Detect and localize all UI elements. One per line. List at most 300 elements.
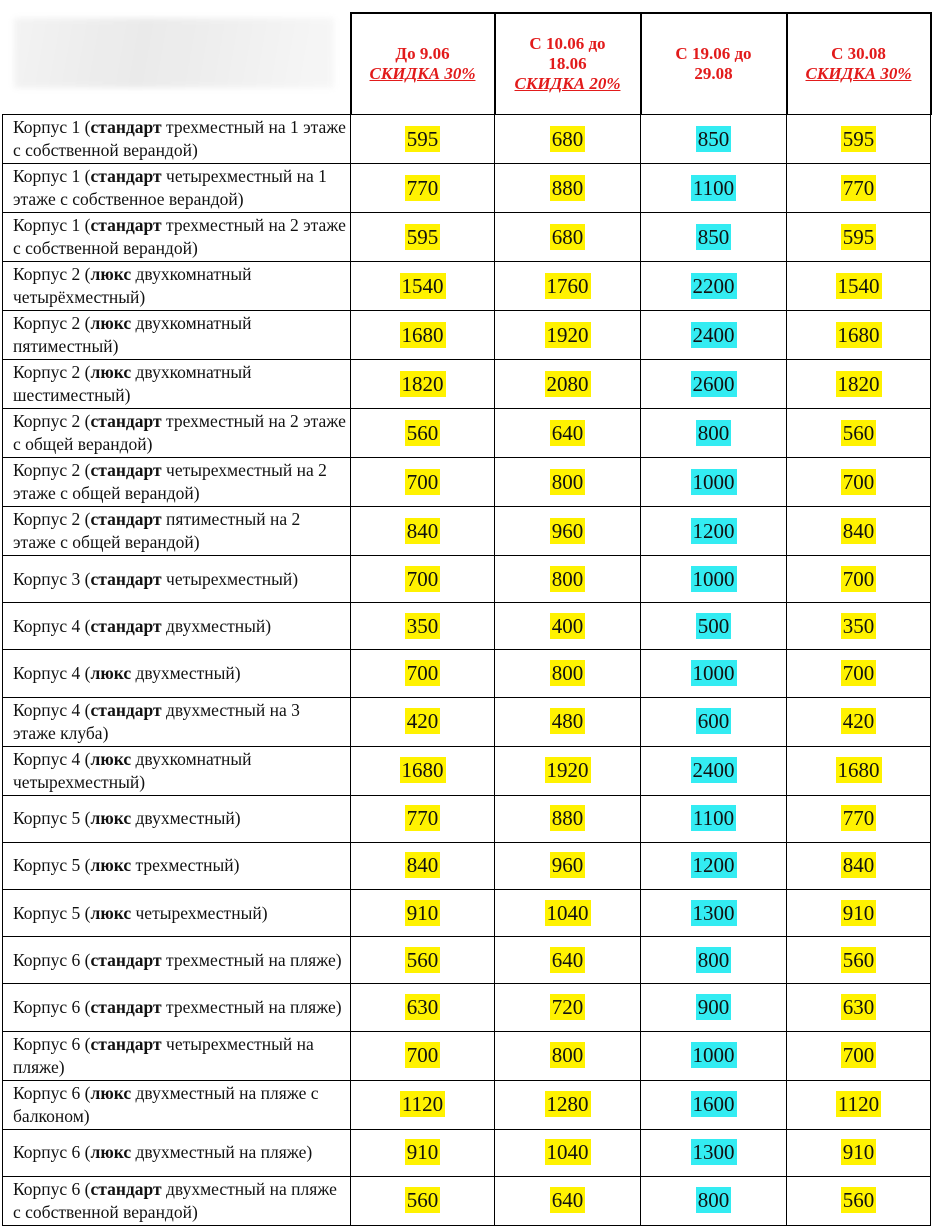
table-row	[3, 213, 931, 262]
price-value: 800	[551, 660, 584, 685]
price-value: 770	[842, 806, 875, 831]
price-cell-period-3	[641, 1129, 787, 1176]
price-value: 800	[697, 1188, 730, 1213]
price-cell-period-4	[787, 795, 931, 842]
price-cell-period-2	[495, 984, 641, 1031]
price-value: 880	[551, 806, 584, 831]
room-category: люкс	[90, 662, 132, 683]
price-cell-period-1	[351, 115, 495, 164]
price-value: 700	[406, 469, 439, 494]
price-value: 640	[551, 1188, 584, 1213]
price-cell-period-2	[495, 746, 641, 795]
room-building: Корпус 3 (	[13, 568, 91, 589]
period-line1: С 10.06 до	[529, 34, 606, 53]
price-cell-period-1	[351, 697, 495, 746]
price-cell-period-2	[495, 458, 641, 507]
price-value: 420	[406, 709, 439, 734]
price-cell-period-1	[351, 311, 495, 360]
price-cell-period-2	[495, 262, 641, 311]
price-cell-period-3	[641, 650, 787, 697]
price-value: 560	[842, 420, 875, 445]
table-row	[3, 1129, 931, 1176]
price-table	[2, 12, 932, 1226]
room-type: четырехместный)	[161, 568, 299, 589]
price-value: 800	[551, 469, 584, 494]
room-description	[3, 984, 351, 1031]
table-row	[3, 360, 931, 409]
price-cell-period-2	[495, 164, 641, 213]
price-cell-period-3	[641, 603, 787, 650]
room-type: трехместный)	[131, 855, 240, 876]
table-row	[3, 746, 931, 795]
room-building: Корпус 6 (	[13, 1142, 91, 1163]
room-type: четырехместный на 2 этаже с общей верандой)	[13, 460, 327, 503]
price-value: 700	[406, 566, 439, 591]
price-value: 630	[842, 994, 875, 1019]
price-cell-period-4	[787, 937, 931, 984]
price-cell-period-4	[787, 507, 931, 556]
room-category: люкс	[90, 362, 132, 382]
price-cell-period-1	[351, 842, 495, 889]
room-description	[3, 842, 351, 889]
price-value: 2080	[546, 371, 589, 396]
room-category: стандарт	[90, 509, 162, 529]
price-cell-period-2	[495, 115, 641, 164]
room-building: Корпус 6 (	[13, 1033, 91, 1054]
price-cell-period-4	[787, 1129, 931, 1176]
table-row	[3, 889, 931, 936]
room-building: Корпус 2 (	[13, 460, 91, 480]
price-value: 700	[406, 660, 439, 685]
price-cell-period-1	[351, 603, 495, 650]
room-category: люкс	[90, 808, 132, 829]
price-value: 640	[551, 420, 584, 445]
room-type: двухместный на пляже с собственной верандой)	[13, 1178, 337, 1222]
room-building: Корпус 6 (	[13, 996, 91, 1017]
price-value: 910	[406, 900, 439, 925]
price-cell-period-4	[787, 213, 931, 262]
price-cell-period-1	[351, 262, 495, 311]
period-line2: 29.08	[694, 64, 733, 83]
price-cell-period-3	[641, 507, 787, 556]
period-line1: До 9.06	[395, 44, 450, 63]
table-row	[3, 458, 931, 507]
period-header-4	[787, 13, 931, 115]
price-cell-period-1	[351, 746, 495, 795]
room-category: люкс	[90, 748, 132, 769]
room-description	[3, 650, 351, 697]
price-value: 770	[406, 806, 439, 831]
price-value: 700	[842, 1043, 875, 1067]
room-type: двухместный на пляже)	[131, 1142, 313, 1163]
room-type: двухместный)	[131, 662, 241, 683]
price-value: 350	[406, 613, 439, 638]
price-value: 850	[697, 126, 730, 151]
room-category: стандарт	[90, 996, 162, 1017]
price-cell-period-1	[351, 1176, 495, 1225]
price-value: 1680	[401, 758, 444, 783]
price-value: 560	[406, 947, 439, 972]
price-value: 480	[551, 709, 584, 734]
price-cell-period-3	[641, 360, 787, 409]
table-row	[3, 507, 931, 556]
price-value: 720	[551, 994, 584, 1019]
price-value: 600	[697, 709, 730, 734]
room-building: Корпус 6 (	[13, 949, 91, 970]
price-value: 1100	[692, 806, 735, 831]
price-cell-period-3	[641, 409, 787, 458]
room-description	[3, 697, 351, 746]
room-type: двухкомнатный шестиместный)	[13, 362, 252, 405]
price-value: 560	[842, 947, 875, 972]
price-cell-period-1	[351, 889, 495, 936]
price-value: 800	[697, 947, 730, 972]
price-value: 350	[842, 613, 875, 638]
room-category: люкс	[90, 855, 132, 876]
price-value: 680	[551, 224, 584, 249]
price-cell-period-3	[641, 213, 787, 262]
room-building: Корпус 2 (	[13, 264, 91, 284]
room-type: трехместный на пляже)	[161, 949, 342, 970]
price-value: 1540	[401, 273, 444, 298]
room-type: четырехместный на пляже)	[13, 1033, 314, 1077]
price-cell-period-4	[787, 556, 931, 603]
price-value: 1920	[546, 322, 589, 347]
price-cell-period-1	[351, 650, 495, 697]
price-value: 880	[551, 175, 584, 200]
price-cell-period-2	[495, 650, 641, 697]
price-value: 1280	[546, 1092, 589, 1116]
price-value: 595	[842, 126, 875, 151]
price-value: 595	[406, 224, 439, 249]
price-cell-period-1	[351, 164, 495, 213]
room-description	[3, 556, 351, 603]
price-cell-period-1	[351, 360, 495, 409]
room-description	[3, 262, 351, 311]
table-row	[3, 795, 931, 842]
price-value: 595	[406, 126, 439, 151]
room-description	[3, 164, 351, 213]
period-line1: С 19.06 до	[675, 44, 752, 63]
price-cell-period-3	[641, 937, 787, 984]
price-value: 420	[842, 709, 875, 734]
price-cell-period-2	[495, 937, 641, 984]
price-value: 1000	[692, 660, 735, 685]
room-description	[3, 795, 351, 842]
room-category: стандарт	[90, 568, 162, 589]
price-cell-period-2	[495, 409, 641, 458]
room-type: трехместный на пляже)	[161, 996, 342, 1017]
room-type: двухместный на пляже с балконом)	[13, 1082, 319, 1126]
room-category: люкс	[90, 902, 132, 923]
period-line2: 18.06	[548, 54, 587, 73]
price-cell-period-2	[495, 556, 641, 603]
room-building: Корпус 5 (	[13, 808, 91, 829]
price-cell-period-1	[351, 556, 495, 603]
room-category: люкс	[90, 1082, 132, 1103]
table-row	[3, 984, 931, 1031]
room-type: двухкомнатный пятиместный)	[13, 313, 252, 356]
price-cell-period-3	[641, 842, 787, 889]
price-cell-period-2	[495, 603, 641, 650]
price-value: 700	[842, 566, 875, 591]
table-row	[3, 409, 931, 458]
room-type: четырехместный)	[131, 902, 268, 923]
header-row	[3, 13, 931, 115]
room-description	[3, 603, 351, 650]
price-cell-period-1	[351, 795, 495, 842]
period-header-2	[495, 13, 641, 115]
price-cell-period-1	[351, 1031, 495, 1080]
price-value: 840	[842, 853, 875, 878]
room-description	[3, 311, 351, 360]
price-cell-period-1	[351, 1129, 495, 1176]
price-cell-period-4	[787, 842, 931, 889]
price-cell-period-3	[641, 1080, 787, 1129]
room-description	[3, 746, 351, 795]
price-cell-period-4	[787, 984, 931, 1031]
price-value: 1000	[692, 469, 735, 494]
price-value: 800	[551, 566, 584, 591]
price-value: 910	[842, 900, 875, 925]
room-description	[3, 1176, 351, 1225]
price-cell-period-4	[787, 409, 931, 458]
price-value: 1680	[837, 322, 880, 347]
table-row	[3, 556, 931, 603]
price-value: 1000	[692, 566, 735, 591]
price-value: 910	[842, 1140, 875, 1165]
room-building: Корпус 6 (	[13, 1082, 91, 1103]
price-value: 910	[406, 1140, 439, 1165]
price-cell-period-1	[351, 1080, 495, 1129]
price-value: 800	[551, 1043, 584, 1067]
price-cell-period-3	[641, 1031, 787, 1080]
room-building: Корпус 2 (	[13, 313, 91, 333]
room-category: стандарт	[90, 949, 162, 970]
room-category: люкс	[90, 1142, 132, 1163]
room-building: Корпус 1 (	[13, 166, 91, 186]
price-value: 2400	[692, 322, 735, 347]
room-building: Корпус 6 (	[13, 1178, 91, 1199]
price-value: 1820	[837, 371, 880, 396]
price-cell-period-1	[351, 458, 495, 507]
price-cell-period-2	[495, 213, 641, 262]
room-building: Корпус 1 (	[13, 117, 91, 137]
table-row	[3, 650, 931, 697]
price-value: 1760	[546, 273, 589, 298]
room-category: стандарт	[90, 117, 162, 137]
room-description	[3, 889, 351, 936]
price-cell-period-2	[495, 1176, 641, 1225]
price-value: 1540	[837, 273, 880, 298]
room-category: стандарт	[90, 215, 162, 235]
discount-label: СКИДКА 30%	[369, 64, 476, 83]
price-value: 800	[697, 420, 730, 445]
room-type: двухместный)	[161, 615, 272, 636]
room-type: четырехместный на 1 этаже с собственное верандой)	[13, 166, 327, 209]
price-value: 2200	[692, 273, 735, 298]
price-cell-period-2	[495, 697, 641, 746]
price-value: 500	[697, 613, 730, 638]
price-value: 770	[842, 175, 875, 200]
table-row	[3, 262, 931, 311]
room-description	[3, 213, 351, 262]
price-cell-period-1	[351, 213, 495, 262]
price-cell-period-2	[495, 795, 641, 842]
price-value: 840	[406, 518, 439, 543]
price-value: 900	[697, 994, 730, 1019]
price-value: 1000	[692, 1043, 735, 1067]
room-building: Корпус 2 (	[13, 362, 91, 382]
room-description	[3, 1031, 351, 1080]
price-cell-period-2	[495, 311, 641, 360]
table-row	[3, 937, 931, 984]
room-type: двухкомнатный четырехместный)	[13, 748, 252, 792]
price-value: 1820	[401, 371, 444, 396]
price-cell-period-4	[787, 360, 931, 409]
price-cell-period-3	[641, 795, 787, 842]
room-type: двухместный на 3 этаже клуба)	[13, 699, 300, 743]
room-type: двухкомнатный четырёхместный)	[13, 264, 252, 307]
price-cell-period-1	[351, 409, 495, 458]
price-value: 1120	[401, 1092, 444, 1116]
price-value: 2400	[692, 758, 735, 783]
price-value: 400	[551, 613, 584, 638]
price-value: 1100	[692, 175, 735, 200]
price-value: 770	[406, 175, 439, 200]
price-cell-period-4	[787, 1031, 931, 1080]
room-category: стандарт	[90, 460, 162, 480]
room-description	[3, 360, 351, 409]
table-row	[3, 164, 931, 213]
price-cell-period-4	[787, 115, 931, 164]
price-cell-period-4	[787, 458, 931, 507]
price-value: 1300	[692, 1140, 735, 1165]
room-building: Корпус 2 (	[13, 411, 91, 431]
discount-label: СКИДКА 30%	[805, 64, 912, 83]
room-type: пятиместный на 2 этаже с общей верандой)	[13, 509, 301, 552]
price-cell-period-3	[641, 1176, 787, 1225]
price-value: 1300	[692, 900, 735, 925]
room-building: Корпус 5 (	[13, 902, 91, 923]
room-building: Корпус 5 (	[13, 855, 91, 876]
price-cell-period-3	[641, 164, 787, 213]
table-row	[3, 842, 931, 889]
price-value: 1600	[692, 1092, 735, 1116]
room-building: Корпус 2 (	[13, 509, 91, 529]
price-cell-period-4	[787, 889, 931, 936]
price-value: 850	[697, 224, 730, 249]
price-cell-period-4	[787, 311, 931, 360]
period-header-1	[351, 13, 495, 115]
price-cell-period-4	[787, 746, 931, 795]
price-value: 1040	[546, 900, 589, 925]
price-cell-period-3	[641, 697, 787, 746]
price-cell-period-4	[787, 164, 931, 213]
price-cell-period-2	[495, 1080, 641, 1129]
room-type: трехместный на 2 этаже с общей верандой)	[13, 411, 346, 454]
price-cell-period-4	[787, 262, 931, 311]
price-cell-period-3	[641, 984, 787, 1031]
room-description	[3, 1129, 351, 1176]
room-type: двухместный)	[131, 808, 241, 829]
table-row	[3, 697, 931, 746]
price-cell-period-4	[787, 1080, 931, 1129]
price-cell-period-3	[641, 889, 787, 936]
price-value: 640	[551, 947, 584, 972]
price-value: 1680	[401, 322, 444, 347]
table-row	[3, 1031, 931, 1080]
price-value: 700	[842, 469, 875, 494]
price-value: 1200	[692, 518, 735, 543]
price-value: 1120	[837, 1092, 880, 1116]
price-value: 2600	[692, 371, 735, 396]
room-building: Корпус 4 (	[13, 662, 91, 683]
room-category: стандарт	[90, 411, 162, 431]
price-value: 595	[842, 224, 875, 249]
room-category: стандарт	[90, 166, 162, 186]
price-value: 700	[406, 1043, 439, 1067]
table-row	[3, 1176, 931, 1225]
table-row	[3, 115, 931, 164]
table-row	[3, 311, 931, 360]
period-line1: С 30.08	[831, 44, 886, 63]
price-cell-period-3	[641, 556, 787, 603]
room-building: Корпус 1 (	[13, 215, 91, 235]
price-cell-period-4	[787, 650, 931, 697]
room-description	[3, 115, 351, 164]
price-cell-period-3	[641, 115, 787, 164]
room-description	[3, 937, 351, 984]
room-description	[3, 409, 351, 458]
table-row	[3, 603, 931, 650]
price-cell-period-1	[351, 984, 495, 1031]
price-cell-period-1	[351, 937, 495, 984]
room-description	[3, 458, 351, 507]
period-header-3	[641, 13, 787, 115]
price-cell-period-3	[641, 262, 787, 311]
price-value: 1680	[837, 758, 880, 783]
price-value: 840	[406, 853, 439, 878]
room-type: трехместный на 1 этаже с собственной верандой)	[13, 117, 346, 160]
room-category: стандарт	[90, 1178, 162, 1199]
room-description	[3, 1080, 351, 1129]
price-cell-period-3	[641, 458, 787, 507]
price-value: 1200	[692, 853, 735, 878]
room-category: люкс	[90, 264, 132, 284]
price-cell-period-1	[351, 507, 495, 556]
price-cell-period-2	[495, 842, 641, 889]
price-value: 1920	[546, 758, 589, 783]
corner-cell	[3, 13, 351, 115]
room-building: Корпус 4 (	[13, 699, 91, 720]
price-cell-period-4	[787, 603, 931, 650]
price-cell-period-2	[495, 507, 641, 556]
room-category: люкс	[90, 313, 132, 333]
price-value: 960	[551, 853, 584, 878]
room-type: трехместный на 2 этаже с собственной верандой)	[13, 215, 346, 258]
price-cell-period-4	[787, 1176, 931, 1225]
room-category: стандарт	[90, 1033, 162, 1054]
price-cell-period-2	[495, 1031, 641, 1080]
room-description	[3, 507, 351, 556]
room-building: Корпус 4 (	[13, 615, 91, 636]
table-row	[3, 1080, 931, 1129]
room-category: стандарт	[90, 699, 162, 720]
price-cell-period-2	[495, 889, 641, 936]
price-value: 560	[406, 1188, 439, 1213]
price-cell-period-4	[787, 697, 931, 746]
